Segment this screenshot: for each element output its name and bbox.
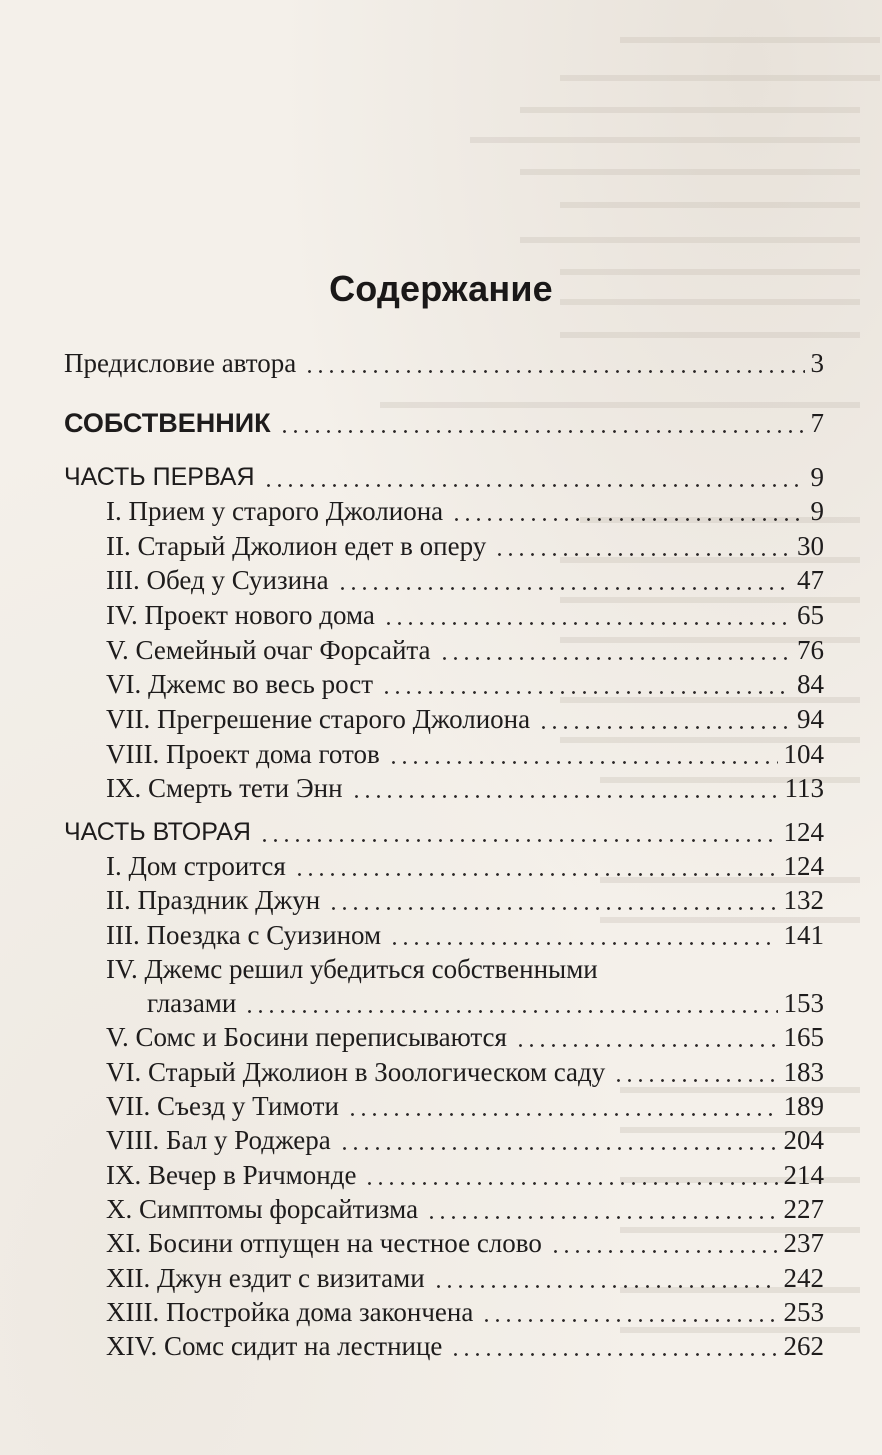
toc-entry-title: XIII. Постройка дома закончена: [106, 1297, 474, 1327]
toc-entry-title: XI. Босини отпущен на честное слово: [106, 1228, 542, 1258]
toc-entry-page: 189: [783, 1091, 824, 1121]
toc-entry-title: XIV. Сомс сидит на лестнице: [106, 1331, 443, 1361]
toc-entry: [0, 667, 882, 705]
toc-entry-title: III. Поездка с Суизином: [106, 920, 382, 950]
toc-entry-title: СОБСТВЕННИК: [64, 408, 271, 438]
toc-entry-page: 76: [797, 635, 824, 665]
toc-entry: [0, 702, 882, 740]
toc-entry: [0, 406, 882, 444]
toc-entry-page: 214: [783, 1160, 824, 1190]
toc-entry: [0, 1226, 882, 1264]
toc-entry-title: V. Сомс и Босини переписываются: [106, 1022, 507, 1052]
toc-entry: [0, 737, 882, 775]
toc-entry-page: 9: [810, 496, 824, 526]
toc-entry-page: 84: [797, 669, 824, 699]
dot-leader: [294, 873, 778, 876]
toc-entry-page: 113: [784, 773, 824, 803]
toc-entry-title: VII. Прегрешение старого Джолиона: [106, 704, 531, 734]
toc-entry-title: IV. Проект нового дома: [106, 600, 375, 630]
toc-entry-title: II. Старый Джолион едет в оперу: [106, 531, 487, 561]
toc-entry-page: 237: [783, 1228, 824, 1258]
dot-leader: [383, 622, 791, 625]
toc-entry: [0, 1089, 882, 1127]
toc-entry: [0, 346, 882, 384]
dot-leader: [304, 370, 805, 373]
dot-leader: [538, 726, 791, 729]
toc-entry-title: X. Симптомы форсайтизма: [106, 1194, 419, 1224]
toc-entry-page: 132: [783, 885, 824, 915]
toc-entry-title: глазами: [147, 988, 237, 1018]
toc-entry-title: V. Семейный очаг Форсайта: [106, 635, 431, 665]
toc-entry: [0, 1261, 882, 1299]
toc-entry-title: VIII. Проект дома готов: [106, 739, 380, 769]
toc-entry: [0, 529, 882, 567]
toc-entry: [0, 1158, 882, 1196]
dot-leader: [613, 1079, 778, 1082]
toc-entry-page: 124: [783, 851, 824, 881]
toc-entry: [0, 598, 882, 636]
toc-entry: [0, 494, 882, 532]
toc-entry-page: 124: [783, 817, 824, 847]
toc-entry-page: 204: [783, 1125, 824, 1155]
toc-entry: [0, 1055, 882, 1093]
dot-leader: [515, 1044, 778, 1047]
toc-entry-page: 47: [797, 565, 824, 595]
toc-entry: [0, 563, 882, 601]
toc-entry-page: 7: [810, 408, 824, 438]
toc-entry: [0, 1020, 882, 1058]
toc-entry-page: 9: [810, 462, 824, 492]
dot-leader: [279, 430, 805, 433]
toc-entry-title: VIII. Бал у Роджера: [106, 1125, 331, 1155]
toc-entry: [0, 815, 882, 853]
dot-leader: [337, 587, 791, 590]
dot-leader: [433, 1285, 778, 1288]
toc-entry: [0, 1192, 882, 1230]
dot-leader: [244, 1010, 778, 1013]
toc-entry-title: ЧАСТЬ ВТОРАЯ: [64, 818, 251, 846]
dot-leader: [259, 839, 778, 842]
dot-leader: [439, 657, 791, 660]
toc-entry: [0, 883, 882, 921]
toc-entry-page: 65: [797, 600, 824, 630]
toc-entry-page: 3: [810, 348, 824, 378]
toc-entry-page: 104: [783, 739, 824, 769]
dot-leader: [263, 484, 805, 487]
dot-leader: [426, 1216, 778, 1219]
toc-entry-page: 153: [783, 988, 824, 1018]
toc-entry-title: III. Обед у Суизина: [106, 565, 329, 595]
toc-entry: [0, 986, 882, 1024]
toc-entry-title: I. Дом строится: [106, 851, 286, 881]
dot-leader: [451, 518, 805, 521]
toc-entry-page: 165: [783, 1022, 824, 1052]
toc-entry-page: 94: [797, 704, 824, 734]
toc-entry: [0, 771, 882, 809]
dot-leader: [339, 1147, 778, 1150]
toc-entry-title: II. Праздник Джун: [106, 885, 321, 915]
toc-entry-page: 242: [783, 1263, 824, 1293]
page-title: Содержание: [329, 268, 553, 309]
toc-entry-title: ЧАСТЬ ПЕРВАЯ: [64, 463, 255, 491]
toc-entry-page: 141: [783, 920, 824, 950]
dot-leader: [364, 1182, 778, 1185]
toc-entry: [0, 1329, 882, 1367]
dot-leader: [351, 795, 779, 798]
toc-entry: [0, 633, 882, 671]
dot-leader: [388, 761, 778, 764]
toc-entry-title: VII. Съезд у Тимоти: [106, 1091, 339, 1121]
toc-entry-title: VI. Джемс во весь рост: [106, 669, 374, 699]
toc-entry-page: 227: [783, 1194, 824, 1224]
dot-leader: [481, 1319, 778, 1322]
toc-entry: [0, 460, 882, 498]
toc-entry: [0, 849, 882, 887]
toc-entry: [0, 1295, 882, 1333]
toc-entry-title: VI. Старый Джолион в Зоологическом саду: [106, 1057, 606, 1087]
toc-entry: [0, 952, 882, 990]
toc-entry-title: I. Прием у старого Джолиона: [106, 496, 444, 526]
toc-entry-title: IX. Вечер в Ричмонде: [106, 1160, 357, 1190]
toc-entry-title: IX. Смерть тети Энн: [106, 773, 343, 803]
dot-leader: [389, 942, 778, 945]
dot-leader: [494, 553, 791, 556]
toc-entry-page: 262: [783, 1331, 824, 1361]
dot-leader: [381, 691, 791, 694]
dot-leader: [450, 1353, 778, 1356]
toc-entry: [0, 918, 882, 956]
toc-entry-page: 183: [783, 1057, 824, 1087]
toc-entry-title: XII. Джун ездит с визитами: [106, 1263, 425, 1293]
toc-entry-title: Предисловие автора: [64, 348, 297, 378]
dot-leader: [347, 1113, 778, 1116]
toc-entry: [0, 1123, 882, 1161]
dot-leader: [550, 1250, 778, 1253]
toc-entry-page: 253: [783, 1297, 824, 1327]
toc-entry-page: 30: [797, 531, 824, 561]
toc-entry-title: IV. Джемс решил убедиться собственными: [106, 954, 598, 984]
dot-leader: [328, 907, 778, 910]
